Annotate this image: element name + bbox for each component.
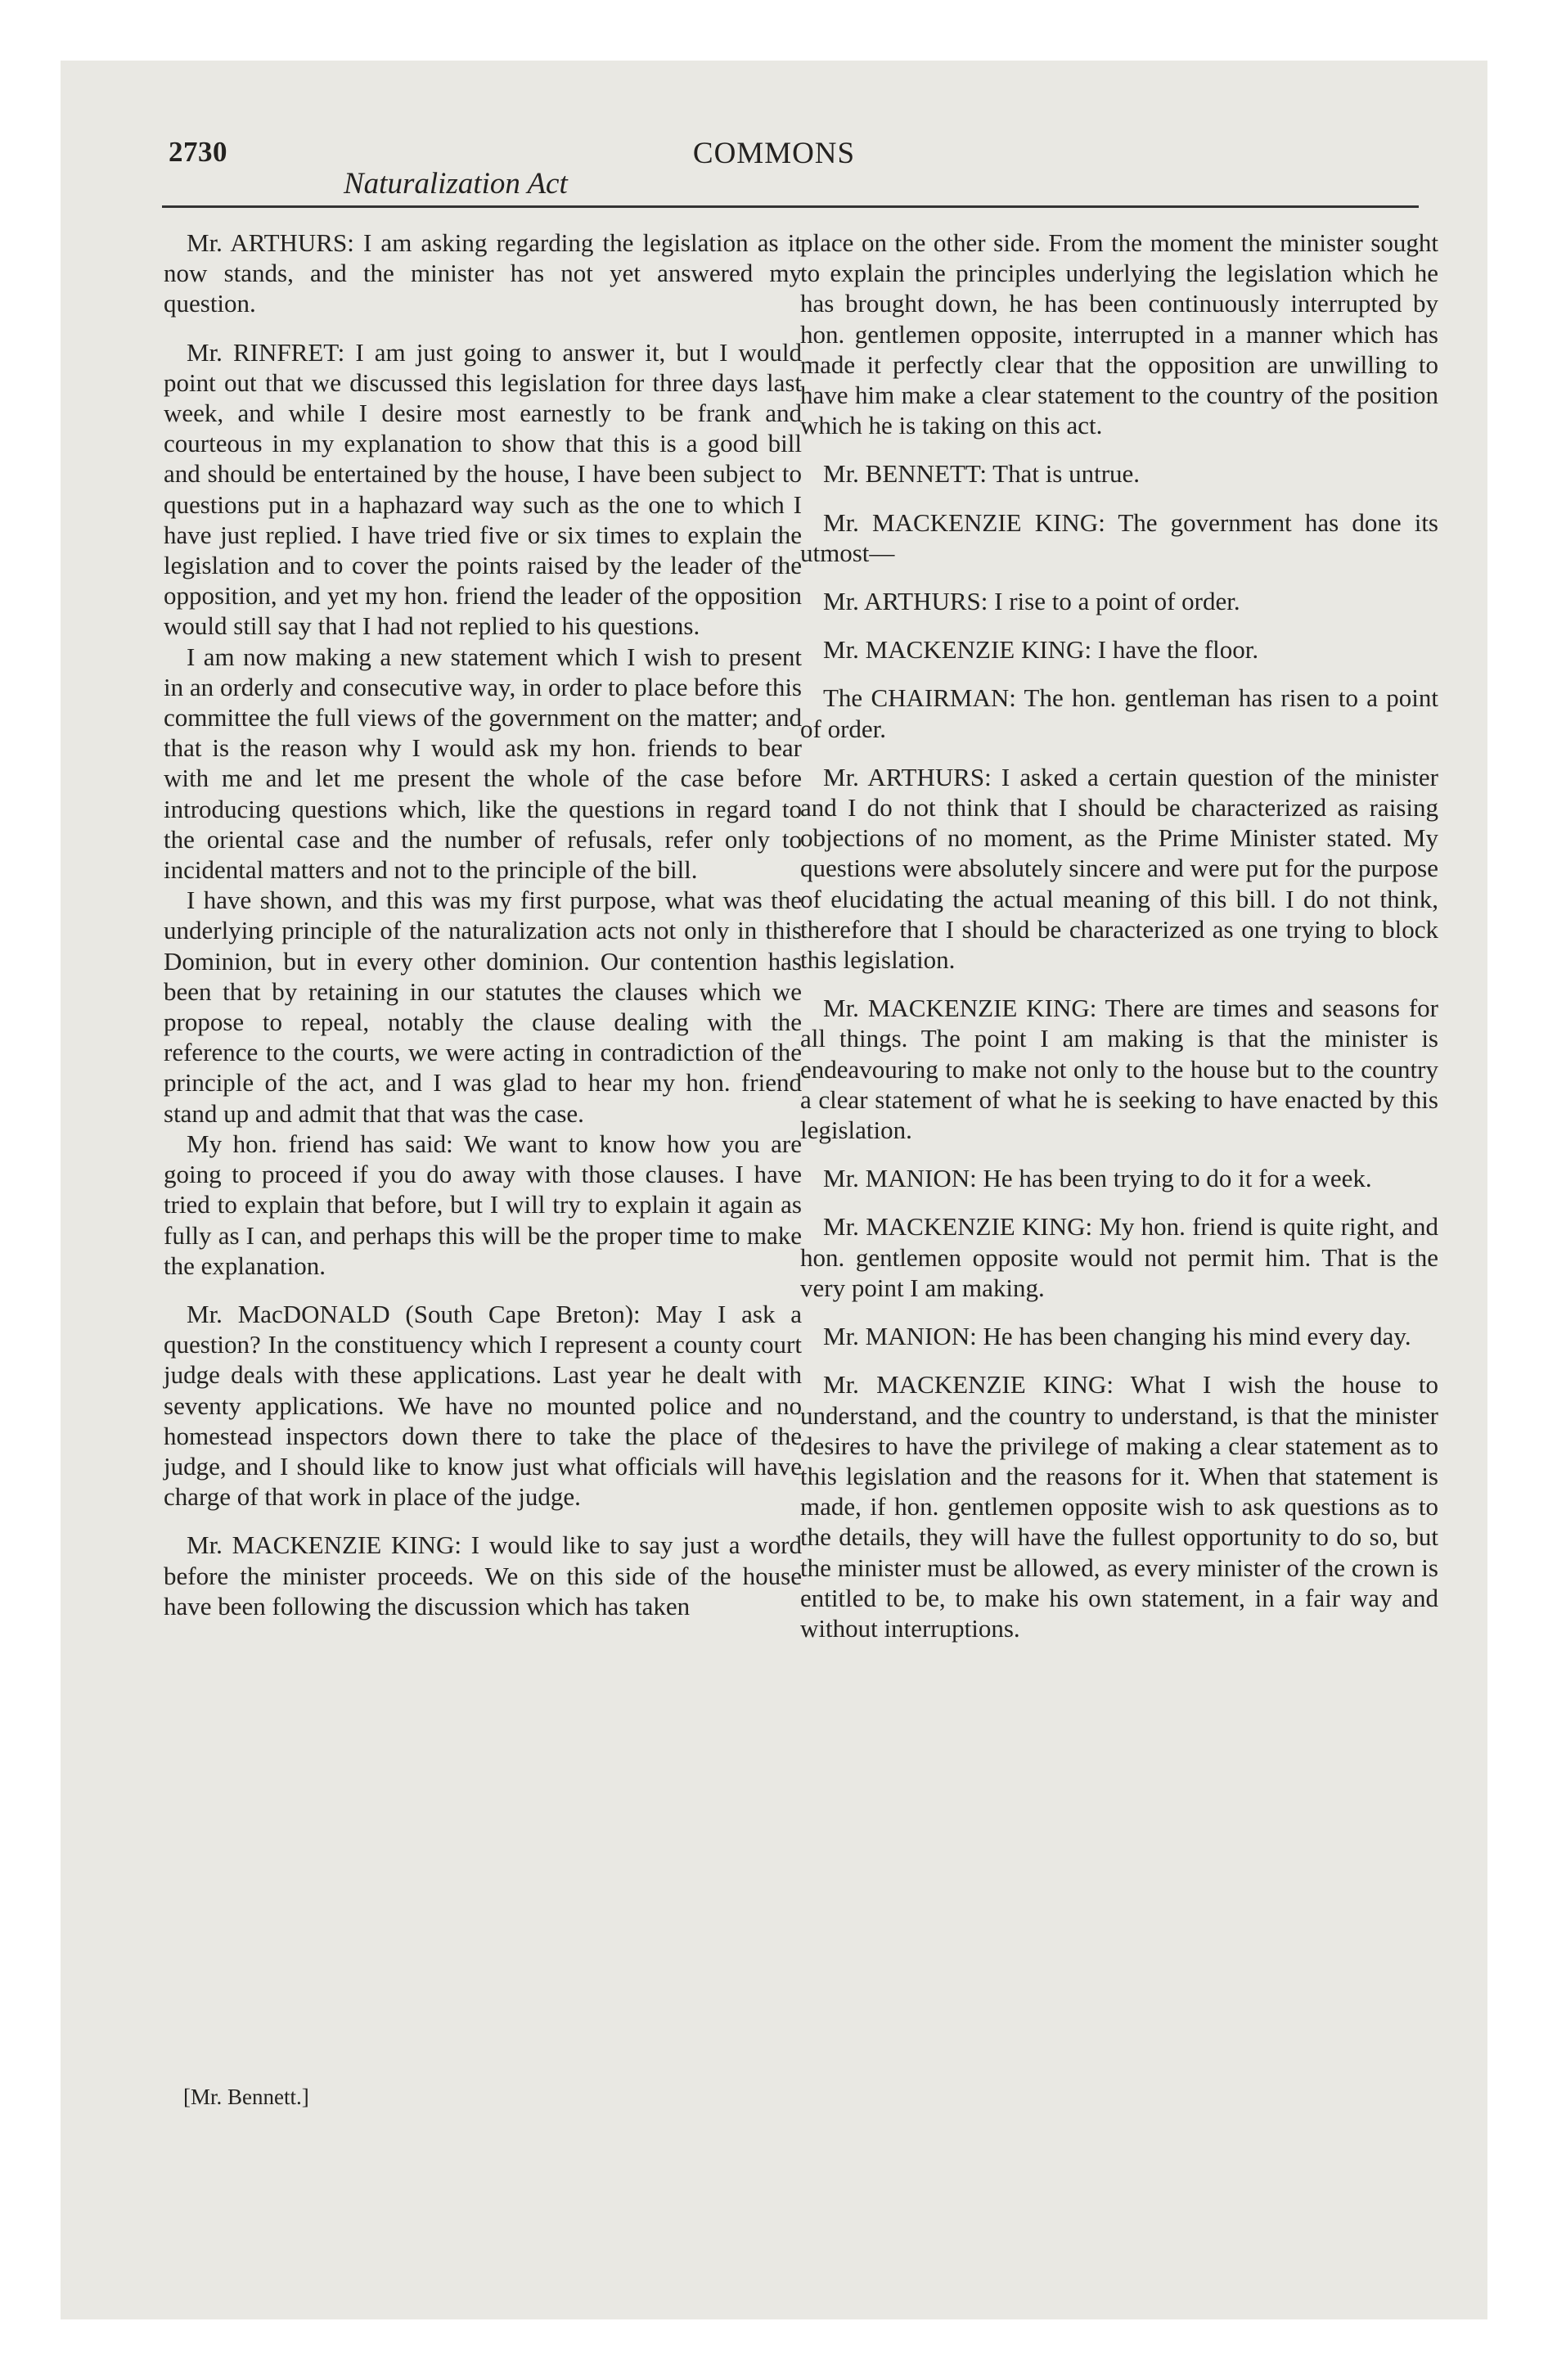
left-column [164,228,802,1621]
paragraph: place on the other side. From the moment the minister sought to explain the principles underlying the legislation which he has brought down, he has been continuously interrupted by hon. gentlemen opposite, interrupted in a manner which has made it perfectly clear that the opposition are unwilling to have him make a clear statement to the country of the position which he is taking on this act. [800,228,1438,440]
paragraph: I am now making a new statement which I wish to present in an orderly and consecutive way, in order to place before this committee the full views of the government on the matter; and that is the reason why I would ask my hon. friends to bear with me and let me present the whole of the case before introducing questions which, like the questions in regard to the oriental case and the number of refusals, refer only to incidental matters and not to the principle of the bill. [164,642,802,885]
header-rule [162,205,1419,208]
paragraph: The CHAIRMAN: The hon. gentleman has risen to a point of order. [800,683,1438,743]
running-head-subtitle: Naturalization Act [344,167,568,201]
paragraph: Mr. MACKENZIE KING: The government has done its utmost— [800,507,1438,567]
footer-note: [Mr. Bennett.] [183,2085,309,2109]
paragraph: Mr. MANION: He has been trying to do it for a week. [823,1164,1372,1193]
paragraph: Mr. MANION: He has been changing his mind every day. [823,1322,1411,1351]
paragraph: Mr. MACKENZIE KING: My hon. friend is quite right, and hon. gentlemen opposite would not permit him. That is the very point I am making. [800,1212,1438,1302]
right-column [800,228,1438,1643]
paragraph: I have shown, and this was my first purpose, what was the underlying principle of the naturalization acts not only in this Dominion, but in every other dominion. Our contention has been that by retaining in our statutes the clauses which we propose to repeal, notably the clause dealing with the reference to the courts, we were acting in contradiction of the principle of the act, and I was glad to hear my hon. friend stand up and admit that that was the case. [164,886,802,1128]
paragraph: Mr. BENNETT: That is untrue. [823,459,1141,489]
paragraph: Mr. ARTHURS: I am asking regarding the legislation as it now stands, and the minister has not yet answered my question. [164,228,802,318]
paragraph: Mr. MACKENZIE KING: I would like to say just a word before the minister proceeds. We on this side of the house have been following the discussion which has taken [164,1530,802,1620]
paragraph: Mr. ARTHURS: I rise to a point of order. [823,587,1240,616]
paragraph: My hon. friend has said: We want to know how you are going to proceed if you do away with those clauses. I have tried to explain that before, but I will try to explain it again as fully as I can, and perhaps this will be the proper time to make the explanation. [164,1129,802,1280]
paragraph: Mr. MACKENZIE KING: What I wish the house to understand, and the country to understand, is that the minister desires to have the privilege of making a clear statement as to this legislation and the reasons for it. When that statement is made, if hon. gentlemen opposite wish to ask questions as to the details, they will have the fullest opportunity to do so, but the minister must be allowed, as every minister of the crown is entitled to be, to make his own statement, in a fair way and without interruptions. [800,1370,1438,1643]
paragraph: Mr. MACKENZIE KING: There are times and seasons for all things. The point I am making is that the minister is endeavouring to make not only to the house but to the country a clear statement of what he is seeking to have enacted by this legislation. [800,994,1438,1145]
paragraph: Mr. RINFRET: I am just going to answer it, but I would point out that we discussed this legislation for three days last week, and while I desire most earnestly to be frank and courteous in my explanation to show that this is a good bill and should be entertained by the house, I have been subject to questions put in a haphazard way such as the one to which I have just replied. I have tried five or six times to explain the legislation and to cover the points raised by the leader of the opposition, and yet my hon. friend the leader of the opposition would still say that I had not replied to his questions. [164,337,802,641]
paragraph: Mr. MACKENZIE KING: I have the floor. [823,635,1259,665]
page-number: 2730 [169,136,227,168]
paragraph: Mr. ARTHURS: I asked a certain question of the minister and I do not think that I should be characterized as raising objections of no moment, as the Prime Minister stated. My questions were absolutely sincere and were put for the purpose of elucidating the actual meaning of this bill. I do not think, therefore that I should be characterized as one trying to block this legislation. [800,762,1438,975]
paragraph: Mr. MacDONALD (South Cape Breton): May I ask a question? In the constituency which I represent a county court judge deals with these applications. Last year he dealt with seventy applications. We have no mounted police and no homestead inspectors down there to take the place of the judge, and I should like to know just what officials will have charge of that work in place of the judge. [164,1299,802,1512]
running-head-title: COMMONS [692,137,856,170]
